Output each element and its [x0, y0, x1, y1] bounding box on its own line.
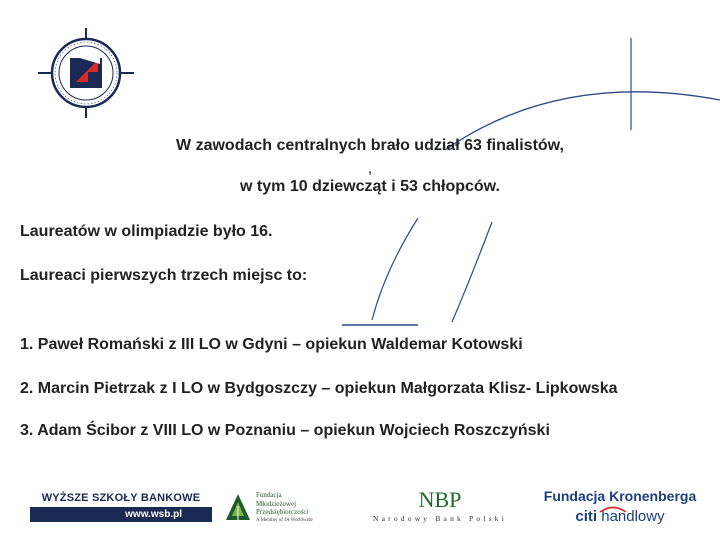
fmp-name: Fundacja Młodzieżowej Przedsiębiorczości	[256, 491, 309, 516]
kronenberg-name: Fundacja Kronenberga	[543, 488, 697, 504]
nbp-full: Narodowy Bank Polski	[373, 514, 507, 523]
arc-icon	[598, 505, 628, 513]
nbp-logo	[360, 486, 520, 530]
winner-item-2: 2. Marcin Pietrzak z I LO w Bydgoszczy – opiekun Małgorzata Klisz- Lipkowska	[20, 380, 618, 397]
wsb-url: www.wsb.pl	[30, 507, 212, 522]
winner-item-1: 1. Paweł Romański z III LO w Gdyni – opiekun Waldemar Kotowski	[20, 336, 523, 353]
citi-word: citi	[575, 508, 598, 525]
citi-handlowy	[540, 506, 700, 528]
nbp-abbr: NBP	[418, 487, 462, 512]
laureates-intro-text: Laureaci pierwszych trzech miejsc to:	[20, 267, 308, 284]
decor-curve-left	[372, 218, 418, 320]
decor-curve-right	[452, 222, 492, 322]
wsb-logo	[30, 490, 212, 524]
winner-item-3: 3. Adam Ścibor z VIII LO w Poznaniu – opiekun Wojciech Roszczyński	[20, 422, 550, 439]
wsb-title: WYŻSZE SZKOŁY BANKOWE	[41, 492, 201, 504]
laureates-count-text: Laureatów w olimpiadzie było 16.	[20, 223, 273, 240]
fmp-note: A Member of JA Worldwide	[256, 518, 313, 523]
heading-line-1: W zawodach centralnych brało udział 63 finalistów,	[176, 137, 564, 154]
handlowy-word: handlowy	[601, 508, 665, 525]
fmp-logo	[222, 490, 332, 530]
kronenberg-logo	[540, 486, 700, 530]
heading-line-3: w tym 10 dziewcząt i 53 chłopców.	[240, 178, 500, 195]
olympiad-logo-icon	[30, 28, 142, 118]
triangle-tree-icon	[224, 492, 252, 524]
heading-comma: ,	[367, 160, 373, 177]
